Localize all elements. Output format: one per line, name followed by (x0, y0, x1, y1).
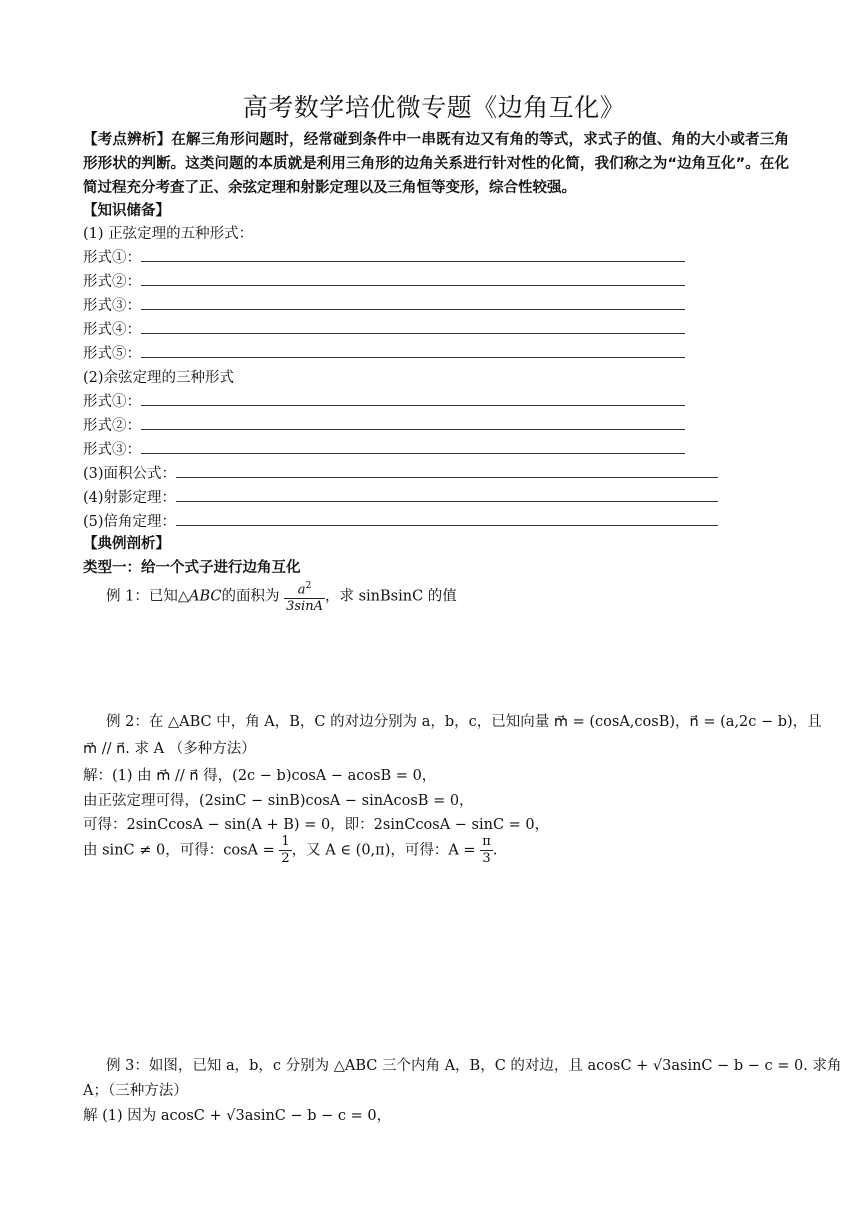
fraction-pi-over-three: $\frac{\pi}{3}$ (482, 834, 491, 866)
sine-form-5: 形式⑤： (83, 342, 685, 363)
example-2-solution-4: 由 sinC ≠ 0，可得：cosA = $\frac{1}{2}$ ，又 A ∈ (0,π)，可得：A = $\frac{\pi}{3}$ . (83, 834, 498, 866)
cosine-form-2: 形式②： (83, 414, 685, 435)
area-formula: (3)面积公式： (83, 462, 718, 483)
page-title: 高考数学培优微专题《边角互化》 (242, 93, 626, 122)
sine-form-2: 形式②： (83, 270, 685, 291)
example-3-solution-1: 解 (1) 因为 acosC + √3asinC − b − c = 0， (83, 1108, 392, 1124)
examples-heading: 【典例剖析】 (83, 536, 170, 552)
sine-form-3: 形式③： (83, 294, 685, 315)
intro-text: 在解三角形问题时，经常碰到条件中一串既有边又有角的等式，求式子的值、角的大小或者三角形形状的判断。这类问题的本质就是利用三角形的边角关系进行针对性的化简，我们称之为“边角互化”。在化简过程充分考查了正、余弦定理和射影定理以及三角恒等变形，综合性较强。 (83, 132, 790, 196)
intro-label: 【考点辨析】 (83, 132, 172, 148)
example-2-line-1: 例 2：在 △ABC 中，角 A，B，C 的对边分别为 a，b，c，已知向量 m⃗ = (cosA,cosB)，n⃗ = (a,2c − b)，且 (106, 714, 822, 730)
sine-law-title: (1) 正弦定理的五种形式： (83, 226, 254, 242)
cosine-law-title: (2)余弦定理的三种形式 (83, 370, 235, 386)
sine-form-1: 形式①： (83, 246, 685, 267)
fraction-one-half: $\frac{1}{2}$ (281, 834, 290, 866)
projection-theorem: (4)射影定理： (83, 486, 718, 507)
example-1: 例 1：已知△ABC的面积为 $\frac{a^2}{3\sin A}$ ，求 sinBsinC 的值 (106, 578, 457, 615)
sine-form-4: 形式④： (83, 318, 685, 339)
intro-paragraph (83, 128, 789, 200)
cosine-form-3: 形式③： (83, 438, 685, 459)
area-fraction: $\frac{a^2}{3\sin A}$ (284, 578, 325, 615)
example-2-line-2: m⃗ // n⃗. 求 A （多种方法） (83, 741, 256, 757)
example-3-line-1: 例 3：如图，已知 a，b，c 分别为 △ABC 三个内角 A，B，C 的对边，且 acosC + √3asinC − b − c = 0. 求角 (106, 1058, 842, 1074)
example-3-line-2: A；（三种方法） (83, 1083, 188, 1099)
type-one-heading: 类型一：给一个式子进行边角互化 (83, 560, 301, 576)
example-2-solution-1: 解：(1) 由 m⃗ // n⃗ 得，(2c − b)cosA − acosB = 0， (83, 768, 437, 784)
double-angle-theorem: (5)倍角定理： (83, 510, 718, 531)
example-2-solution-2: 由正弦定理可得，(2sinC − sinB)cosA − sinAcosB = 0， (83, 793, 474, 809)
cosine-form-1: 形式①： (83, 390, 685, 411)
example-2-solution-3: 可得：2sinCcosA − sin(A + B) = 0，即：2sinCcosA − sinC = 0， (83, 817, 550, 833)
knowledge-heading: 【知识储备】 (83, 203, 170, 219)
